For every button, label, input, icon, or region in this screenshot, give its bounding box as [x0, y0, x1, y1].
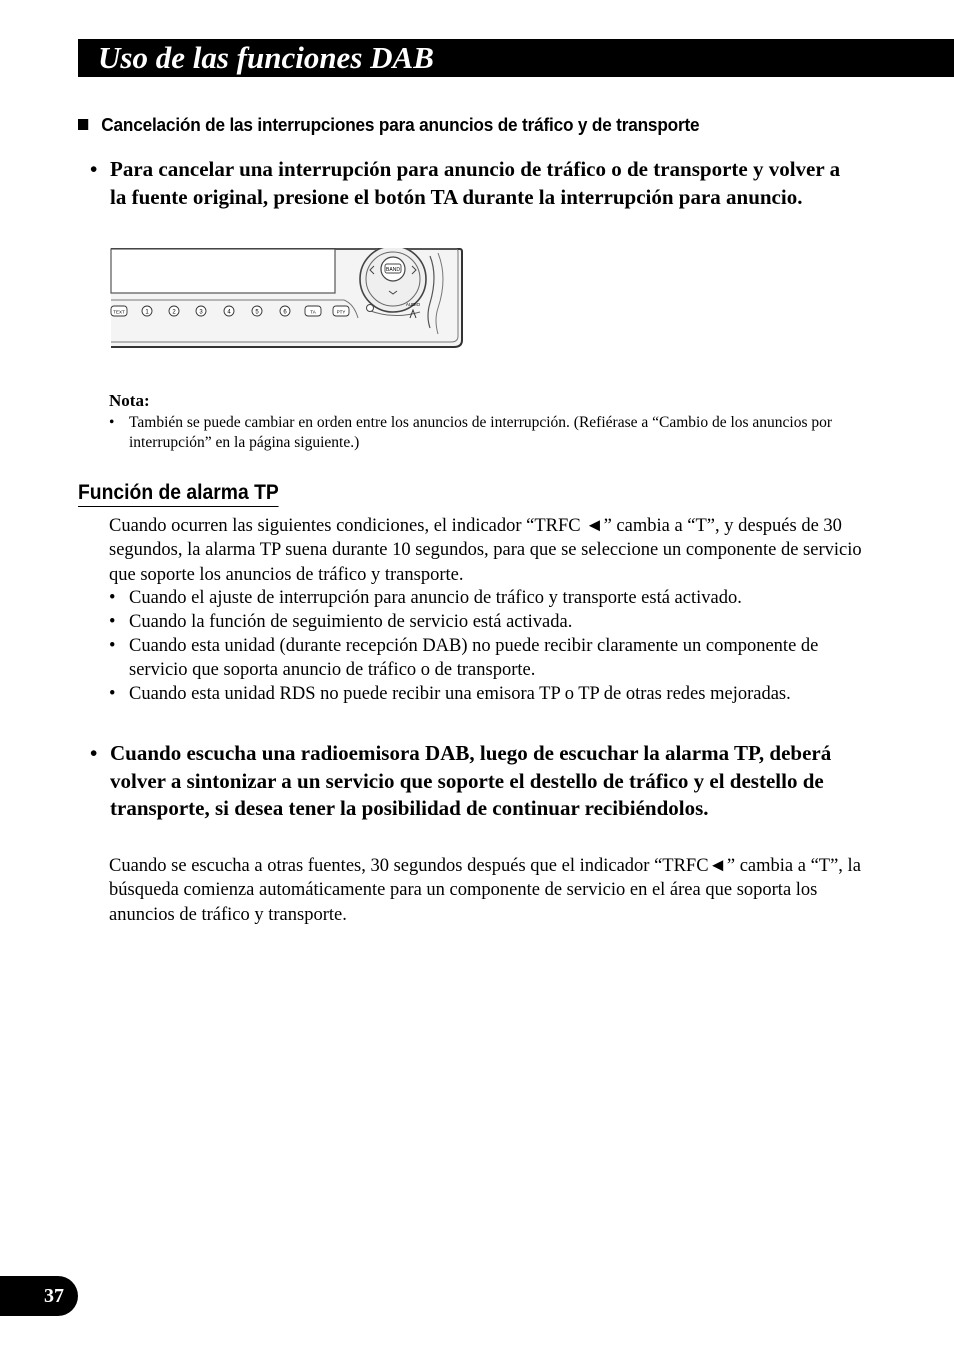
condition-text: Cuando el ajuste de interrupción para anuncio de tráfico y transporte está activado. [129, 588, 742, 608]
panel-button-3 [196, 306, 206, 316]
page-number: 37 [44, 1285, 64, 1307]
svg-text:PTY: PTY [336, 309, 346, 315]
page-number-tab [0, 1276, 78, 1316]
note-label: Nota: [109, 391, 150, 410]
svg-text:TA: TA [310, 309, 316, 315]
panel-button-ta [305, 306, 321, 316]
list-item [109, 610, 864, 634]
head-unit-panel-icon [108, 248, 468, 350]
panel-button-pty [333, 306, 349, 316]
bullet-dot: • [109, 414, 115, 431]
band-label: BAND [386, 267, 400, 273]
bullet-dot: • [90, 741, 98, 765]
condition-text: Cuando esta unidad RDS no puede recibir una emisora TP o TP de otras redes mejoradas. [129, 684, 791, 704]
square-bullet-icon [78, 119, 88, 130]
condition-text: Cuando esta unidad (durante recepción DAB) no puede recibir claramente un componente de servicio que soporta anuncio de tráfico o de transporte. [129, 636, 819, 680]
tp-alarm-heading: Función de alarma TP [78, 481, 279, 507]
bullet-dot: • [109, 588, 116, 608]
panel-button-text [111, 306, 127, 316]
retune-text: Cuando escucha una radioemisora DAB, luego de escuchar la alarma TP, deberá volver a sintonizar a un servicio que soporte el destello de tráfico y el destello de transporte, si desea tener la posibilidad de continuar recibiéndolos. [110, 741, 832, 820]
svg-text:3: 3 [199, 309, 203, 316]
svg-text:4: 4 [227, 309, 231, 316]
instruction-bullet [90, 156, 860, 211]
closing-paragraph: Cuando se escucha a otras fuentes, 30 segundos después que el indicador “TRFC◄” cambia a “T”, la búsqueda comienza automáticamente para un componente de servicio en el área que soporta los anuncios de tráfico y transporte. [109, 856, 861, 925]
svg-text:6: 6 [283, 309, 287, 316]
head-unit-illustration [108, 248, 468, 350]
condition-text: Cuando la función de seguimiento de servicio está activada. [129, 612, 573, 632]
list-item [109, 586, 864, 610]
conditions-list [109, 586, 864, 706]
bullet-dot: • [109, 684, 116, 704]
panel-button-2 [169, 306, 179, 316]
svg-text:1: 1 [145, 309, 149, 316]
bullet-dot: • [90, 157, 98, 181]
tp-alarm-intro: Cuando ocurren las siguientes condiciones, el indicador “TRFC ◄” cambia a “T”, y después de 30 segundos, la alarma TP suena durante 10 segundos, para que se seleccione un componente de servicio que soporte los anuncios de tráfico y transporte. [109, 516, 862, 585]
panel-button-6 [280, 306, 290, 316]
header-bar [78, 39, 954, 77]
bullet-dot: • [109, 612, 116, 632]
svg-text:TEXT: TEXT [113, 309, 125, 315]
panel-button-5 [252, 306, 262, 316]
bullet-dot: • [109, 636, 116, 656]
note-text: También se puede cambiar en orden entre los anuncios de interrupción. (Refiérase a “Cambio de los anuncios por interrupción” en la página siguiente.) [129, 414, 833, 451]
instruction-text: Para cancelar una interrupción para anuncio de tráfico o de transporte y volver a la fuente original, presione el botón TA durante la interrupción para anuncio. [110, 157, 841, 209]
section-heading-text: Cancelación de las interrupciones para anuncios de tráfico y de transporte [101, 114, 700, 135]
section-heading [78, 114, 878, 136]
retune-bullet [90, 740, 860, 823]
panel-button-4 [224, 306, 234, 316]
svg-text:2: 2 [172, 309, 176, 316]
audio-label: AUDIO [405, 302, 421, 307]
note-item [109, 413, 869, 453]
list-item [109, 634, 864, 682]
svg-text:5: 5 [255, 309, 259, 316]
panel-button-1 [142, 306, 152, 316]
page-title: Uso de las funciones DAB [98, 40, 434, 75]
list-item [109, 682, 864, 706]
